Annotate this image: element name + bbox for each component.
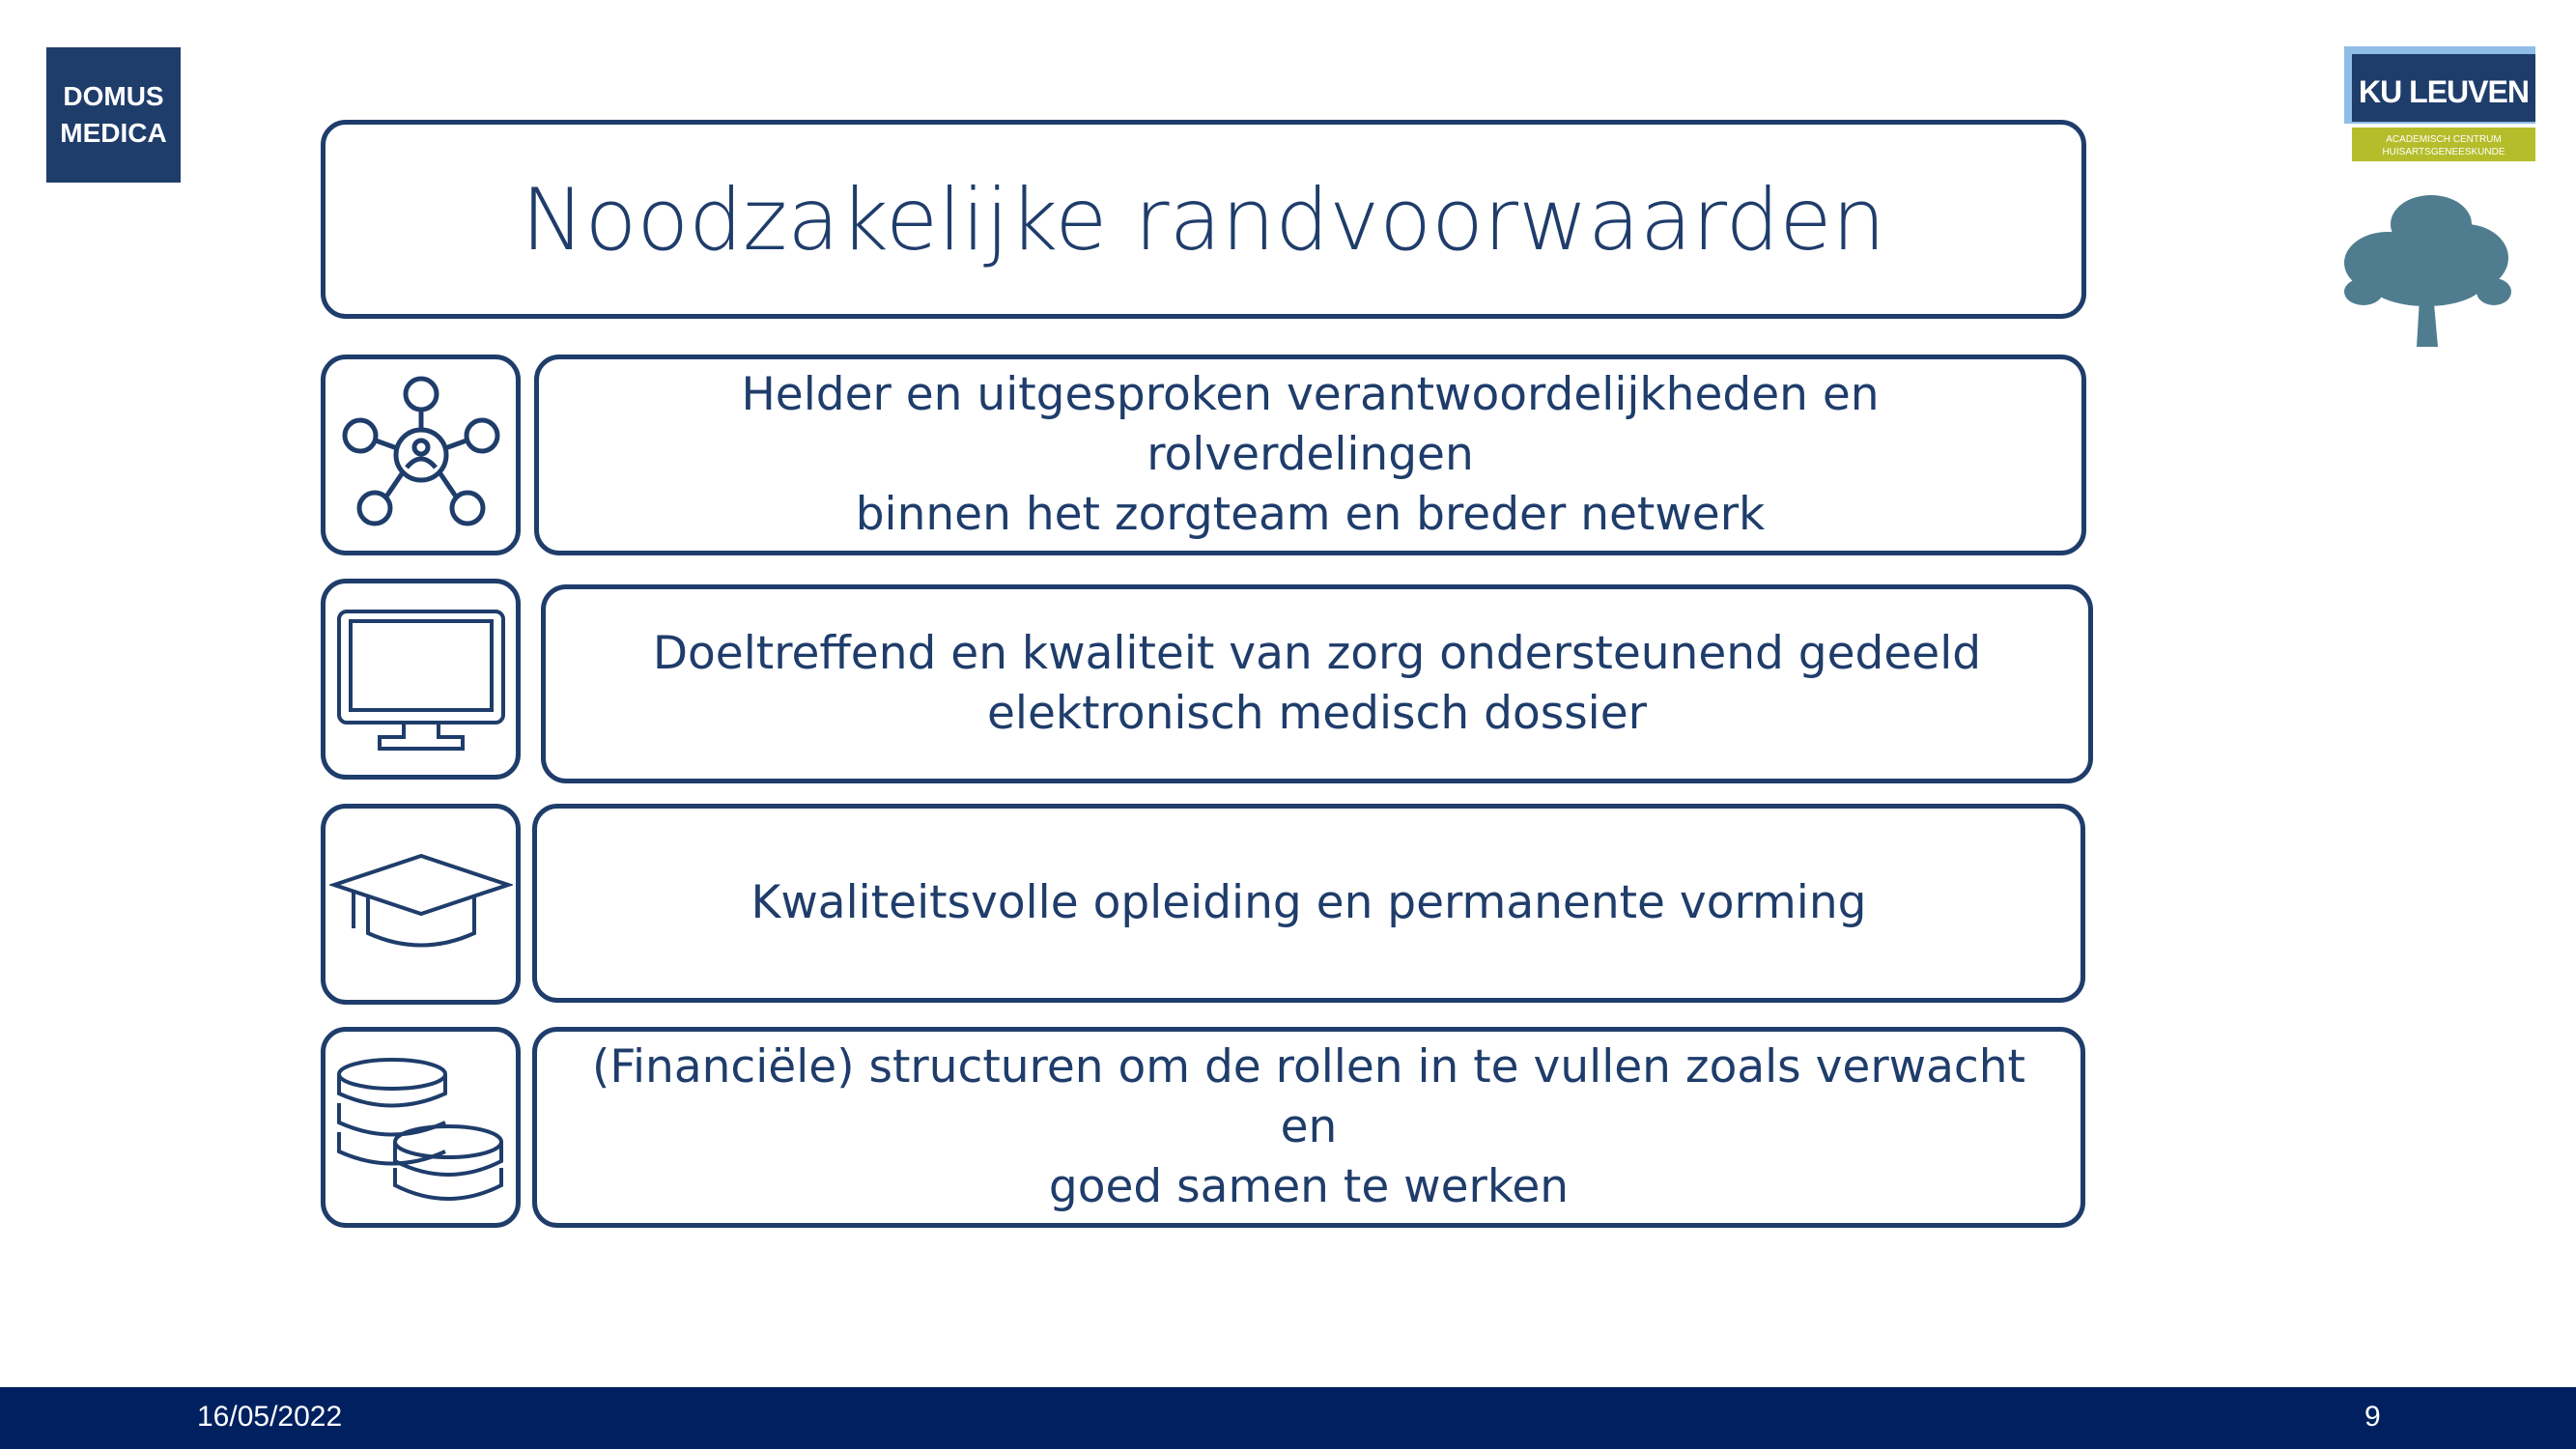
item-text [534, 355, 2086, 555]
coins-icon [334, 1050, 508, 1205]
network-icon-box [321, 355, 521, 555]
footer-bar [0, 1387, 2576, 1449]
coins-icon-box [321, 1027, 521, 1228]
item-text [532, 1027, 2085, 1228]
text-line: (Financiële) structuren om de rollen in te vullen zoals verwacht en [592, 1040, 2025, 1153]
text-line: Doeltreffend en kwaliteit van zorg ondersteunend gedeeld [652, 627, 1982, 680]
graduation-cap-icon [329, 846, 513, 962]
text-line: elektronisch medisch dossier [986, 687, 1647, 740]
tree-icon [2339, 185, 2514, 347]
text-line: Kwaliteitsvolle opleiding en permanente vorming [750, 876, 1867, 929]
item-text [541, 584, 2093, 783]
graduation-cap-icon-box [321, 804, 521, 1005]
page-number: 9 [2364, 1401, 2381, 1433]
svg-text:ACADEMISCH CENTRUM: ACADEMISCH CENTRUM [2386, 134, 2502, 145]
footer-date: 16/05/2022 [197, 1401, 343, 1433]
text-line: Helder en uitgesproken verantwoordelijkheden en rolverdelingen [741, 368, 1880, 481]
domus-medica-logo [46, 47, 181, 183]
page-title: Noodzakelijke randvoorwaarden [321, 120, 2086, 319]
text-line: binnen het zorgteam en breder netwerk [855, 488, 1766, 541]
ku-leuven-logo [2344, 46, 2535, 161]
svg-text:KU LEUVEN: KU LEUVEN [2359, 74, 2529, 109]
network-icon [339, 373, 503, 537]
item-text [532, 804, 2085, 1003]
logo-text: MEDICA [60, 118, 167, 148]
monitor-icon-box [321, 579, 521, 780]
text-line: goed samen te werken [1048, 1160, 1570, 1213]
logo-text: DOMUS [63, 81, 164, 111]
monitor-icon [334, 602, 508, 756]
svg-text:HUISARTSGENEESKUNDE: HUISARTSGENEESKUNDE [2382, 147, 2505, 157]
